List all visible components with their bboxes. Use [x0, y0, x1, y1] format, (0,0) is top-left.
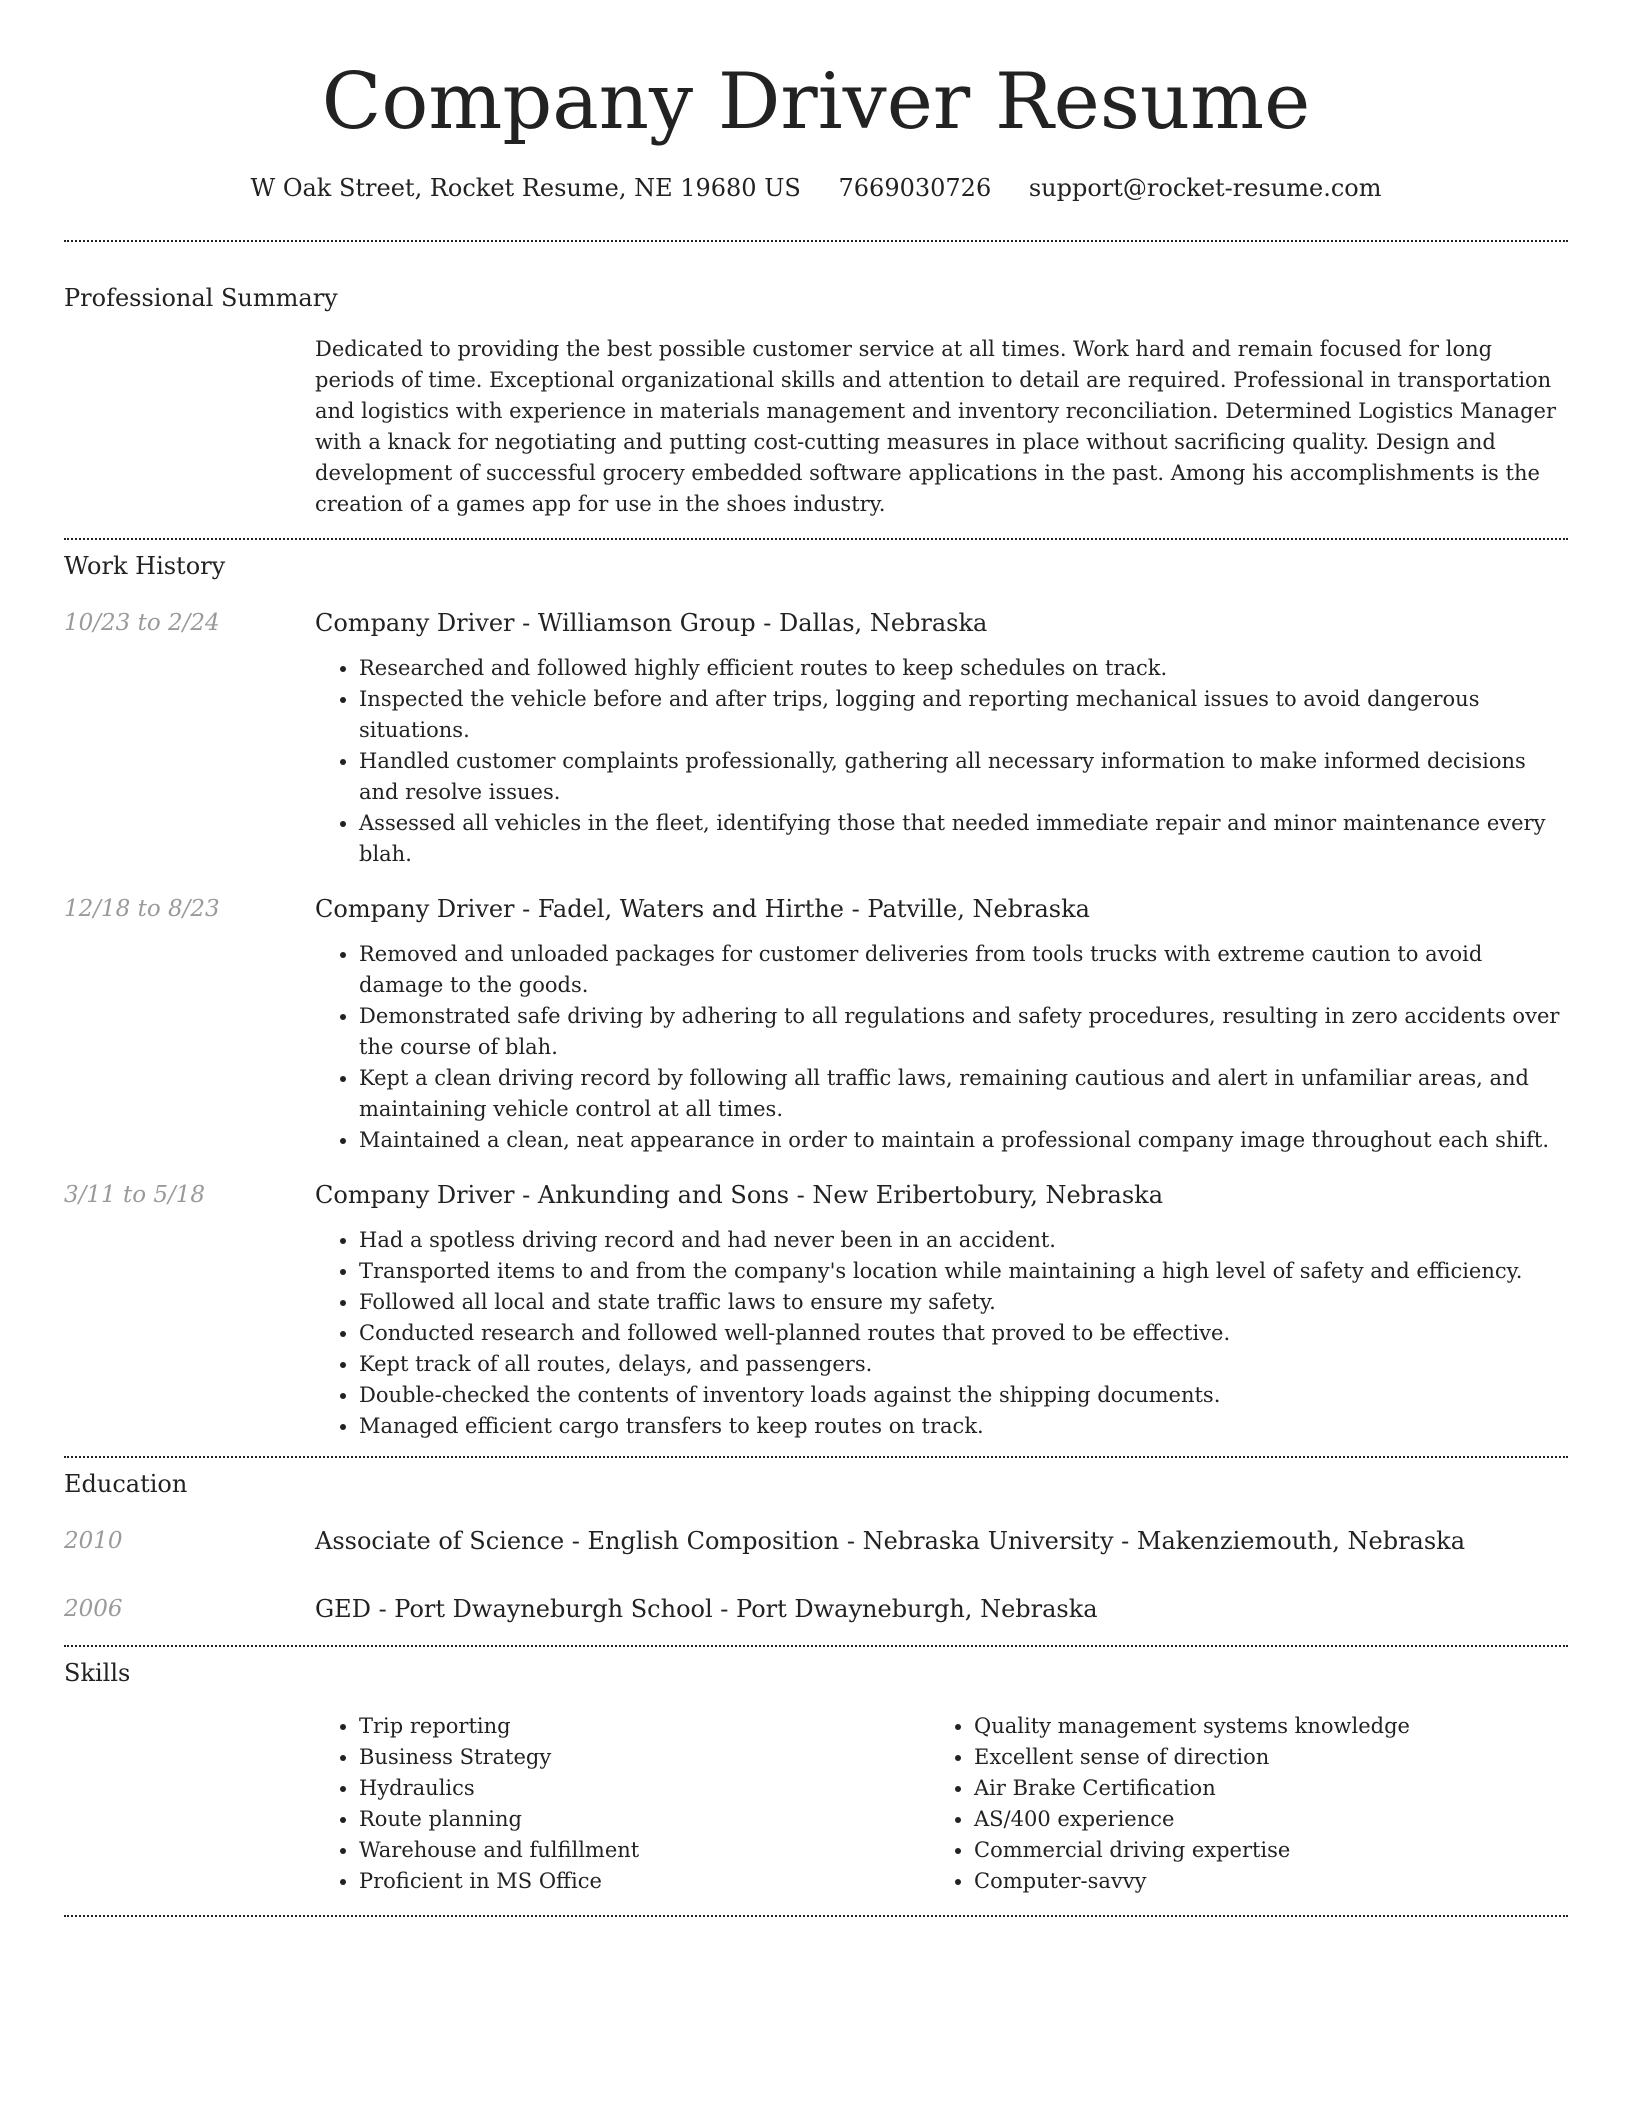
skill-item: • Commercial driving expertise: [974, 1835, 1545, 1866]
list-item: • Handled customer complaints professionally, gathering all necessary information to make informed decisions and resolve issues.: [359, 746, 1568, 808]
section-summary: [64, 242, 1568, 520]
education-year: 2010: [64, 1528, 123, 1554]
skills-divider: [64, 1915, 1568, 1917]
summary-heading: Professional Summary: [64, 284, 338, 312]
job-bullets: [315, 1225, 1568, 1442]
list-item: • Demonstrated safe driving by adhering to all regulations and safety procedures, resulting in zero accidents over the course of blah.: [359, 1001, 1568, 1063]
job-bullets: [315, 653, 1568, 870]
skills-grid: [315, 1711, 1568, 1897]
skill-item: • Route planning: [359, 1804, 930, 1835]
list-item: • Maintained a clean, neat appearance in order to maintain a professional company image throughout each shift.: [359, 1125, 1568, 1156]
education-degree: Associate of Science - English Composition: [315, 1527, 840, 1555]
education-heading: Education: [64, 1470, 188, 1498]
list-item: • Inspected the vehicle before and after trips, logging and reporting mechanical issues to avoid dangerous situations.: [359, 684, 1568, 746]
job-heading: Company Driver - Fadel, Waters and Hirthe - Patville, Nebraska: [315, 895, 1090, 923]
job-dates: 3/11 to 5/18: [64, 1182, 206, 1208]
list-item: • Double-checked the contents of inventory loads against the shipping documents.: [359, 1380, 1568, 1411]
contact-line: [64, 172, 1568, 204]
education-heading-line: [315, 1525, 1568, 1557]
section-skills: [64, 1647, 1568, 1897]
skills-list-left: [315, 1711, 930, 1897]
job-heading: Company Driver - Williamson Group - Dallas, Nebraska: [315, 609, 988, 637]
skill-item: • AS/400 experience: [974, 1804, 1545, 1835]
skill-item: • Computer-savvy: [974, 1866, 1545, 1897]
skill-item: • Proficient in MS Office: [359, 1866, 930, 1897]
job-entry: [64, 1179, 1568, 1442]
job-entry: [64, 893, 1568, 1156]
skill-item: • Air Brake Certification: [974, 1773, 1545, 1804]
resume-header: [64, 0, 1568, 204]
job-dates: 10/23 to 2/24: [64, 610, 220, 636]
skill-item: • Excellent sense of direction: [974, 1742, 1545, 1773]
contact-phone: 7669030726: [838, 174, 992, 202]
contact-email: support@rocket-resume.com: [1028, 174, 1382, 202]
education-school: - Port Dwayneburgh School - Port Dwayneburgh, Nebraska: [370, 1595, 1098, 1623]
work-history-heading: Work History: [64, 552, 226, 580]
education-year: 2006: [64, 1596, 123, 1622]
education-school: - Nebraska University - Makenziemouth, Nebraska: [839, 1527, 1466, 1555]
list-item: • Conducted research and followed well-planned routes that proved to be effective.: [359, 1318, 1568, 1349]
list-item: • Assessed all vehicles in the fleet, identifying those that needed immediate repair and minor maintenance every blah.: [359, 808, 1568, 870]
skill-item: • Business Strategy: [359, 1742, 930, 1773]
education-entry: [64, 1525, 1568, 1557]
list-item: • Transported items to and from the company's location while maintaining a high level of safety and efficiency.: [359, 1256, 1568, 1287]
skill-item: • Hydraulics: [359, 1773, 930, 1804]
skill-item: • Quality management systems knowledge: [974, 1711, 1545, 1742]
job-heading: Company Driver - Ankunding and Sons - New Eribertobury, Nebraska: [315, 1181, 1164, 1209]
job-bullets: [315, 939, 1568, 1156]
section-work-history: [64, 540, 1568, 1442]
list-item: • Researched and followed highly efficient routes to keep schedules on track.: [359, 653, 1568, 684]
list-item: • Managed efficient cargo transfers to keep routes on track.: [359, 1411, 1568, 1442]
skills-heading: Skills: [64, 1659, 131, 1687]
summary-text: Dedicated to providing the best possible customer service at all times. Work hard and remain focused for long periods of time. Exceptional organizational skills and attention to detail are required. Professional in transportation and logistics with experience in materials management and inventory reconciliation. Determined Logistics Manager with a knack for negotiating and putting cost-cutting measures in place without sacrificing quality. Design and development of successful grocery embedded software applications in the past. Among his accomplishments is the creation of a games app for use in the shoes industry.: [315, 337, 1556, 516]
skill-item: • Warehouse and fulfillment: [359, 1835, 930, 1866]
education-degree: GED: [315, 1595, 371, 1623]
resume-title: Company Driver Resume: [321, 57, 1311, 147]
education-entry: [64, 1593, 1568, 1625]
list-item: • Removed and unloaded packages for customer deliveries from tools trucks with extreme caution to avoid damage to the goods.: [359, 939, 1568, 1001]
list-item: • Followed all local and state traffic laws to ensure my safety.: [359, 1287, 1568, 1318]
list-item: • Kept a clean driving record by following all traffic laws, remaining cautious and alert in unfamiliar areas, and maintaining vehicle control at all times.: [359, 1063, 1568, 1125]
list-item: • Kept track of all routes, delays, and passengers.: [359, 1349, 1568, 1380]
job-entry: [64, 607, 1568, 870]
job-dates: 12/18 to 8/23: [64, 896, 220, 922]
contact-address: W Oak Street, Rocket Resume, NE 19680 US: [250, 174, 801, 202]
section-education: [64, 1458, 1568, 1625]
list-item: • Had a spotless driving record and had never been in an accident.: [359, 1225, 1568, 1256]
skill-item: • Trip reporting: [359, 1711, 930, 1742]
skills-list-right: [930, 1711, 1545, 1897]
education-heading-line: [315, 1593, 1568, 1625]
